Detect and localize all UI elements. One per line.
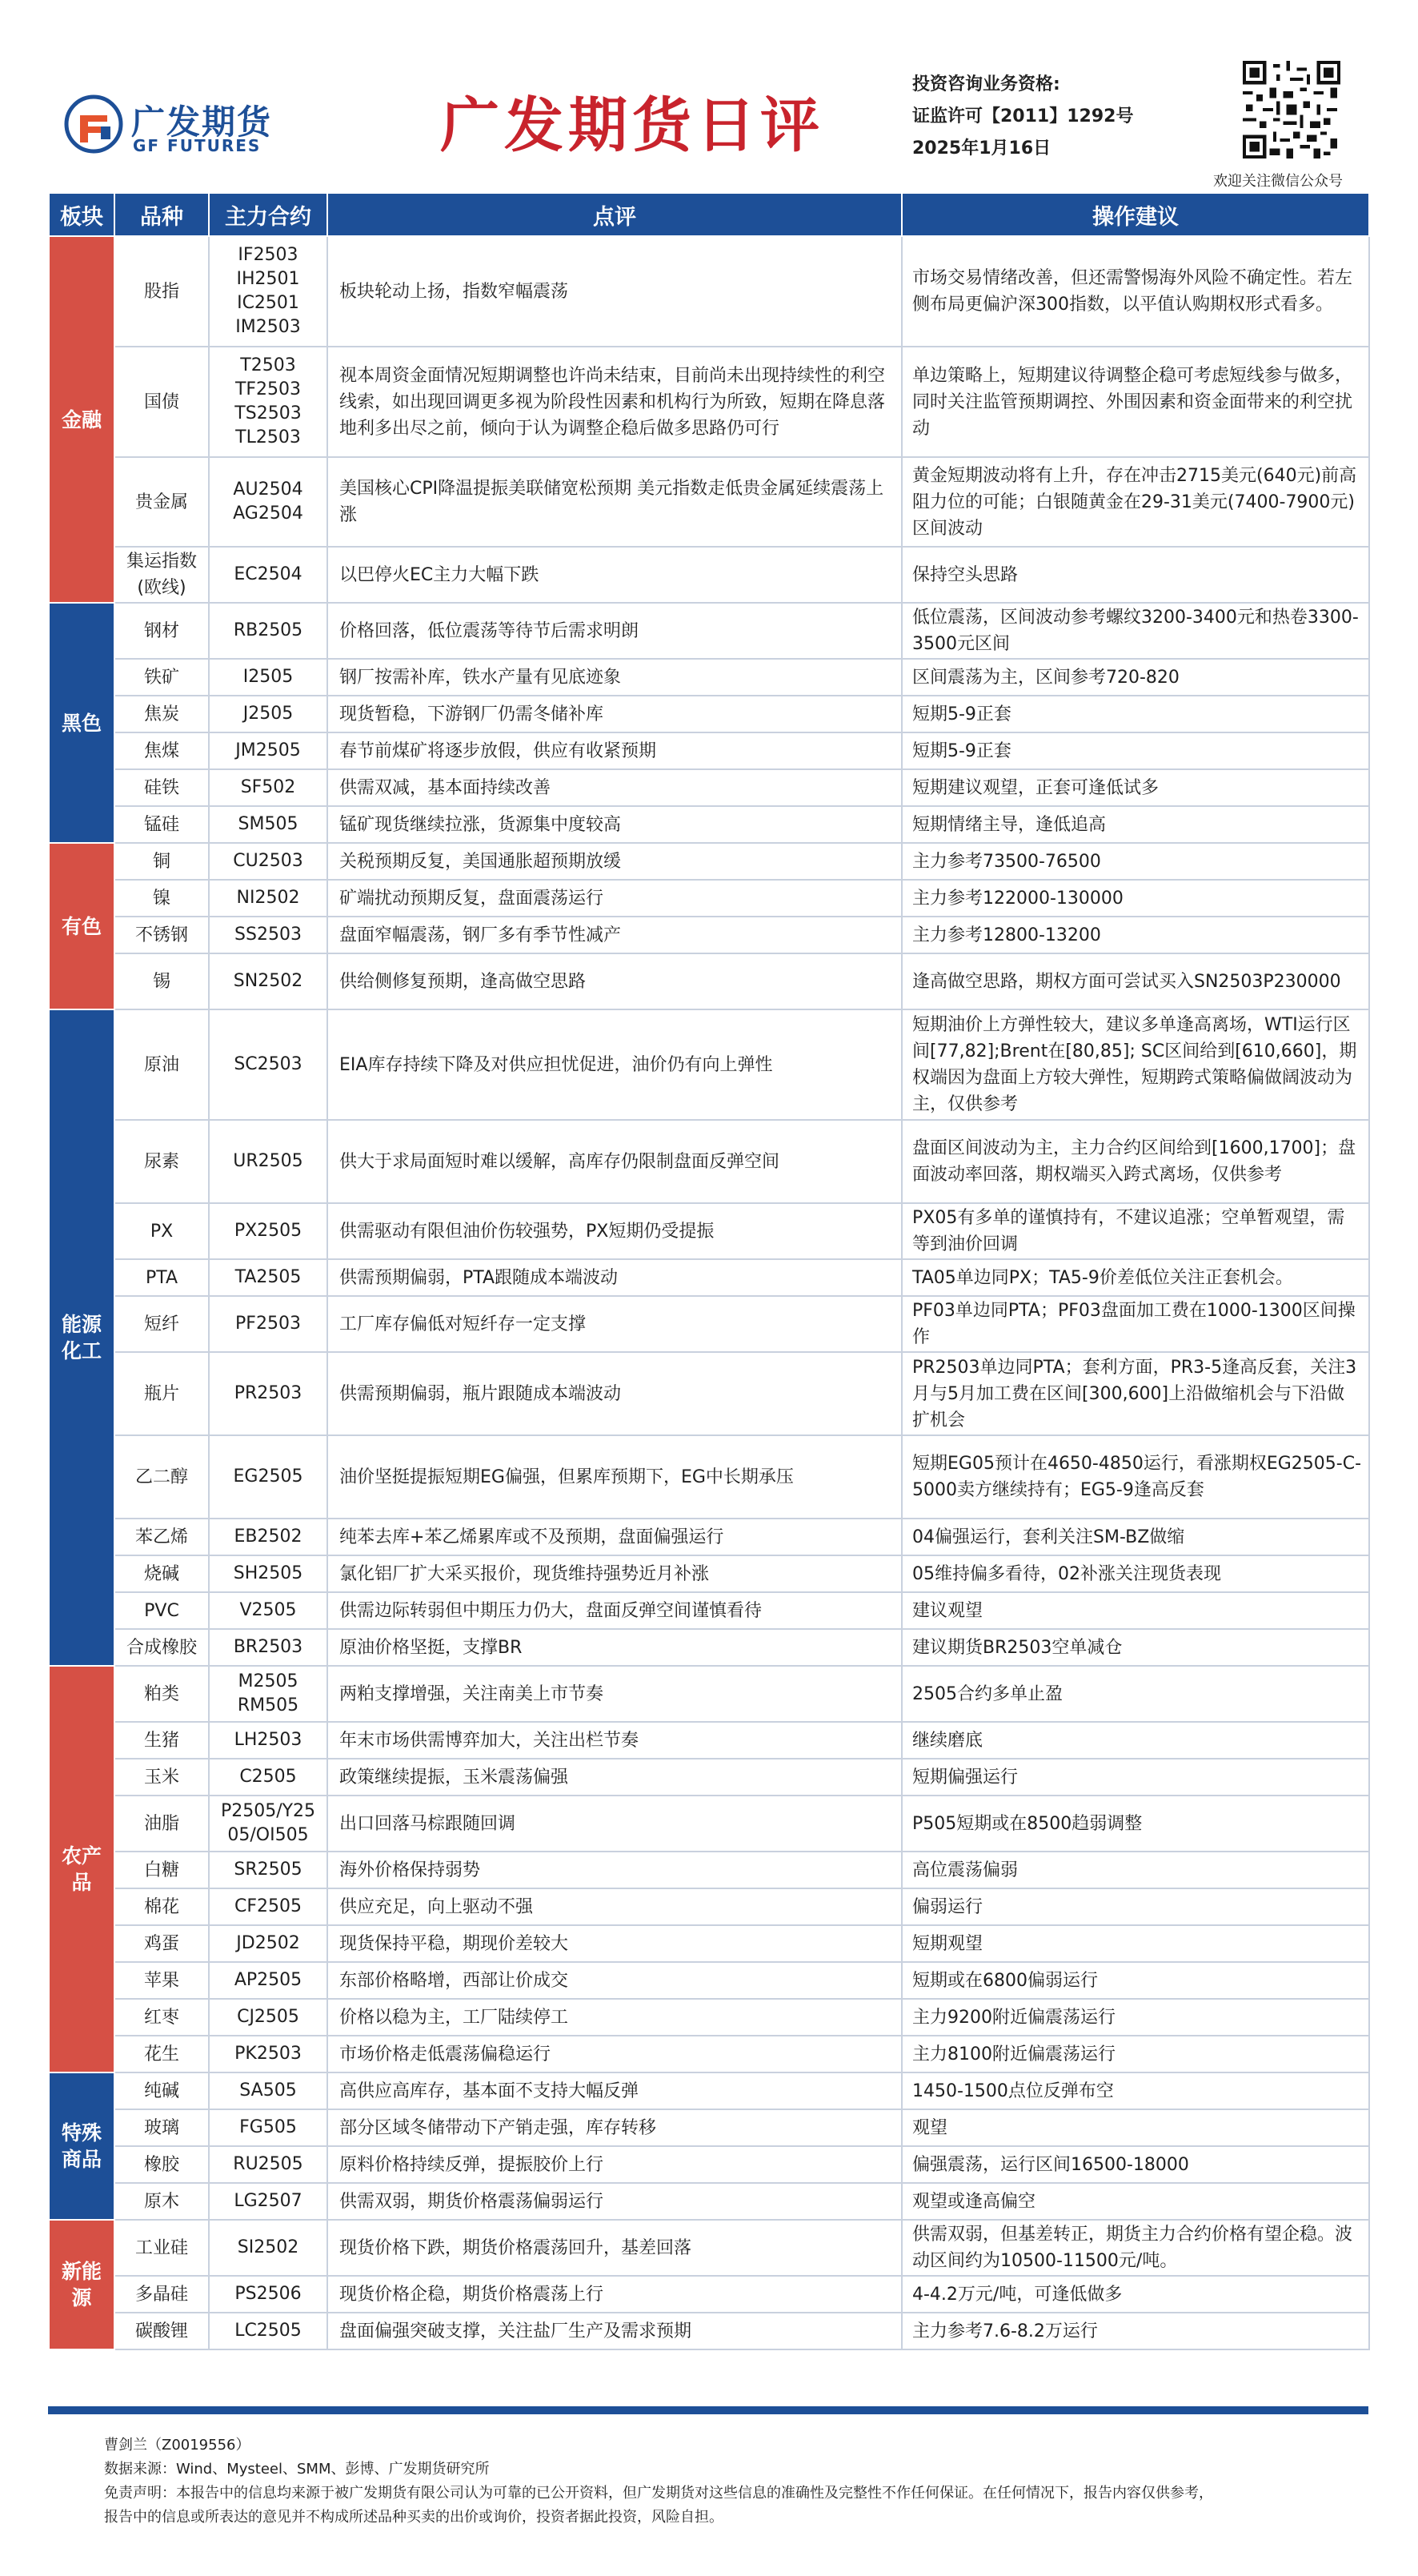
variety-cell: 苹果 (114, 1962, 209, 1999)
advice-cell: 建议观望 (902, 1592, 1369, 1629)
comment-cell: 原油价格坚挺，支撑BR (327, 1629, 902, 1666)
license-block (912, 69, 1133, 165)
comment-cell: 价格以稳为主，工厂陆续停工 (327, 1999, 902, 2036)
variety-cell: 鸡蛋 (114, 1925, 209, 1962)
comment-cell: EIA库存持续下降及对供应担忧促进，油价仍有向上弹性 (327, 1009, 902, 1120)
table-row (49, 1259, 1369, 1296)
advice-cell: 主力8100附近偏震荡运行 (902, 2036, 1369, 2072)
advice-cell: 供需双弱，但基差转正，期货主力合约价格有望企稳。波动区间约为10500-11500元/吨。 (902, 2220, 1369, 2276)
table-bottom-bar (48, 2406, 1368, 2414)
contract-cell: P2505/Y25 05/OI505 (209, 1796, 327, 1852)
table-row (49, 2313, 1369, 2349)
sector-cell: 能源 化工 (49, 1009, 114, 1666)
license-number: 证监许可【2011】1292号 (912, 106, 1134, 126)
disclaimer-line-2: 报告中的信息或所表达的意见并不构成所述品种买卖的出价或询价，投资者据此投资，风险自担。 (104, 2509, 723, 2526)
column-header-sector: 板块 (49, 193, 114, 236)
variety-cell: 原油 (114, 1009, 209, 1120)
table-row (49, 236, 1369, 347)
table-row (49, 1352, 1369, 1435)
variety-cell: 瓶片 (114, 1352, 209, 1435)
contract-cell: V2505 (209, 1592, 327, 1629)
variety-cell: 多晶硅 (114, 2276, 209, 2313)
comment-cell: 供需双减，基本面持续改善 (327, 769, 902, 806)
advice-cell: 单边策略上，短期建议待调整企稳可考虑短线参与做多，同时关注监管预期调控、外围因素和资金面带来的利空扰动 (902, 347, 1369, 457)
variety-cell: 油脂 (114, 1796, 209, 1852)
gf-futures-logo (64, 90, 272, 162)
comment-cell: 供需双弱，期货价格震荡偏弱运行 (327, 2183, 902, 2220)
advice-cell: 04偏强运行，套利关注SM-BZ做缩 (902, 1519, 1369, 1555)
advice-cell: 市场交易情绪改善，但还需警惕海外风险不确定性。若左侧布局更偏沪深300指数，以平值认购期权形式看多。 (902, 236, 1369, 347)
contract-cell: FG505 (209, 2109, 327, 2146)
comment-cell: 现货保持平稳，期现价差较大 (327, 1925, 902, 1962)
comment-cell: 关税预期反复，美国通胀超预期放缓 (327, 843, 902, 880)
comment-cell: 供需预期偏弱，瓶片跟随成本端波动 (327, 1352, 902, 1435)
advice-cell: 黄金短期波动将有上升，存在冲击2715美元(640元)前高阻力位的可能；白银随黄金在29-31美元(7400-7900元)区间波动 (902, 457, 1369, 547)
contract-cell: M2505 RM505 (209, 1666, 327, 1722)
variety-cell: PVC (114, 1592, 209, 1629)
table-row (49, 917, 1369, 953)
advice-cell: 短期油价上方弹性较大，建议多单逢高离场，WTI运行区间[77,82];Brent在[80,85]; SC区间给到[610,660]，期权端因为盘面上方较大弹性，短期跨式策略偏做阔波动为主，仅供参考 (902, 1009, 1369, 1120)
comment-cell: 氯化铝厂扩大采买报价，现货维持强势近月补涨 (327, 1555, 902, 1592)
comment-cell: 春节前煤矿将逐步放假，供应有收紧预期 (327, 732, 902, 769)
contract-cell: EC2504 (209, 547, 327, 603)
variety-cell: PX (114, 1203, 209, 1259)
advice-cell: 4-4.2万元/吨，可逢低做多 (902, 2276, 1369, 2313)
contract-cell: PX2505 (209, 1203, 327, 1259)
comment-cell: 锰矿现货继续拉涨，货源集中度较高 (327, 806, 902, 843)
contract-cell: LG2507 (209, 2183, 327, 2220)
variety-cell: 硅铁 (114, 769, 209, 806)
qr-caption: 欢迎关注微信公众号 (1213, 173, 1343, 190)
column-header-comment: 点评 (327, 193, 902, 236)
table-row (49, 2183, 1369, 2220)
variety-cell: 集运指数 (欧线) (114, 547, 209, 603)
table-row (49, 1120, 1369, 1203)
contract-cell: J2505 (209, 696, 327, 732)
comment-cell: 出口回落马棕跟随回调 (327, 1796, 902, 1852)
contract-cell: RU2505 (209, 2146, 327, 2183)
sector-cell: 黑色 (49, 603, 114, 843)
advice-cell: 主力参考12800-13200 (902, 917, 1369, 953)
comment-cell: 海外价格保持弱势 (327, 1852, 902, 1888)
contract-cell: LC2505 (209, 2313, 327, 2349)
table-row (49, 732, 1369, 769)
variety-cell: 锰硅 (114, 806, 209, 843)
variety-cell: 股指 (114, 236, 209, 347)
comment-cell: 年末市场供需博弈加大，关注出栏节奏 (327, 1722, 902, 1759)
contract-cell: UR2505 (209, 1120, 327, 1203)
comment-cell: 供需边际转弱但中期压力仍大，盘面反弹空间谨慎看待 (327, 1592, 902, 1629)
contract-cell: SI2502 (209, 2220, 327, 2276)
contract-cell: SA505 (209, 2072, 327, 2109)
variety-cell: 尿素 (114, 1120, 209, 1203)
comment-cell: 盘面窄幅震荡，钢厂多有季节性减产 (327, 917, 902, 953)
sector-cell: 金融 (49, 236, 114, 603)
comment-cell: 价格回落，低位震荡等待节后需求明朗 (327, 603, 902, 659)
contract-cell: AP2505 (209, 1962, 327, 1999)
data-sources: 数据来源：Wind、Mysteel、SMM、彭博、广发期货研究所 (104, 2461, 490, 2478)
contract-cell: AU2504 AG2504 (209, 457, 327, 547)
comment-cell: 钢厂按需补库，铁水产量有见底迹象 (327, 659, 902, 696)
contract-cell: JM2505 (209, 732, 327, 769)
contract-cell: SF502 (209, 769, 327, 806)
comment-cell: 纯苯去库+苯乙烯累库或不及预期，盘面偏强运行 (327, 1519, 902, 1555)
report-date: 2025年1月16日 (912, 138, 1051, 158)
report-footer (104, 2434, 1368, 2530)
column-header-advice: 操作建议 (902, 193, 1369, 236)
sector-cell: 新能源 (49, 2220, 114, 2349)
contract-cell: RB2505 (209, 603, 327, 659)
comment-cell: 板块轮动上扬，指数窄幅震荡 (327, 236, 902, 347)
table-row (49, 1592, 1369, 1629)
advice-cell: 2505合约多单止盈 (902, 1666, 1369, 1722)
table-row (49, 953, 1369, 1009)
table-row (49, 2036, 1369, 2072)
table-row (49, 696, 1369, 732)
advice-cell: 主力参考7.6-8.2万运行 (902, 2313, 1369, 2349)
variety-cell: 烧碱 (114, 1555, 209, 1592)
comment-cell: 供给侧修复预期，逢高做空思路 (327, 953, 902, 1009)
variety-cell: 短纤 (114, 1296, 209, 1352)
table-row (49, 2146, 1369, 2183)
table-row (49, 1203, 1369, 1259)
contract-cell: SS2503 (209, 917, 327, 953)
advice-cell: TA05单边同PX；TA5-9价差低位关注正套机会。 (902, 1259, 1369, 1296)
contract-cell: SM505 (209, 806, 327, 843)
advice-cell: PR2503单边同PTA；套利方面，PR3-5逢高反套，关注3月与5月加工费在区间[300,600]上沿做缩机会与下沿做扩机会 (902, 1352, 1369, 1435)
advice-cell: 短期建议观望，正套可逢低试多 (902, 769, 1369, 806)
variety-cell: 玉米 (114, 1759, 209, 1796)
sector-cell: 特殊 商品 (49, 2072, 114, 2220)
variety-cell: 钢材 (114, 603, 209, 659)
table-row (49, 1435, 1369, 1519)
table-row (49, 1962, 1369, 1999)
variety-cell: 贵金属 (114, 457, 209, 547)
advice-cell: 区间震荡为主，区间参考720-820 (902, 659, 1369, 696)
table-row (49, 2072, 1369, 2109)
brand-name-en: GF FUTURES (133, 136, 262, 155)
advice-cell: 主力参考73500-76500 (902, 843, 1369, 880)
variety-cell: 锡 (114, 953, 209, 1009)
variety-cell: 碳酸锂 (114, 2313, 209, 2349)
comment-cell: 两粕支撑增强，关注南美上市节奏 (327, 1666, 902, 1722)
contract-cell: SN2502 (209, 953, 327, 1009)
variety-cell: 镍 (114, 880, 209, 917)
report-title: 广发期货日评 (440, 91, 824, 160)
variety-cell: 粕类 (114, 1666, 209, 1722)
comment-cell: 东部价格略增，西部让价成交 (327, 1962, 902, 1999)
advice-cell: 短期或在6800偏弱运行 (902, 1962, 1369, 1999)
variety-cell: 不锈钢 (114, 917, 209, 953)
table-body (49, 236, 1369, 2349)
comment-cell: 油价坚挺提振短期EG偏强，但累库预期下，EG中长期承压 (327, 1435, 902, 1519)
advice-cell: P505短期或在8500趋弱调整 (902, 1796, 1369, 1852)
table-row (49, 2220, 1369, 2276)
comment-cell: 矿端扰动预期反复，盘面震荡运行 (327, 880, 902, 917)
table-header-row (49, 193, 1369, 236)
contract-cell: BR2503 (209, 1629, 327, 1666)
variety-cell: 焦煤 (114, 732, 209, 769)
table-row (49, 347, 1369, 457)
variety-cell: 原木 (114, 2183, 209, 2220)
contract-cell: CU2503 (209, 843, 327, 880)
variety-cell: 橡胶 (114, 2146, 209, 2183)
advice-cell: 05维持偏多看待，02补涨关注现货表现 (902, 1555, 1369, 1592)
contract-cell: EB2502 (209, 1519, 327, 1555)
contract-cell: TA2505 (209, 1259, 327, 1296)
contract-cell: CJ2505 (209, 1999, 327, 2036)
comment-cell: 供需驱动有限但油价伤较强势，PX短期仍受提振 (327, 1203, 902, 1259)
table-row (49, 1722, 1369, 1759)
contract-cell: LH2503 (209, 1722, 327, 1759)
advice-cell: 建议期货BR2503空单减仓 (902, 1629, 1369, 1666)
variety-cell: 合成橡胶 (114, 1629, 209, 1666)
contract-cell: PK2503 (209, 2036, 327, 2072)
contract-cell: I2505 (209, 659, 327, 696)
table-row (49, 843, 1369, 880)
contract-cell: CF2505 (209, 1888, 327, 1925)
comment-cell: 工厂库存偏低对短纤存一定支撑 (327, 1296, 902, 1352)
variety-cell: 花生 (114, 2036, 209, 2072)
variety-cell: 白糖 (114, 1852, 209, 1888)
advice-cell: 短期偏强运行 (902, 1759, 1369, 1796)
table-row (49, 1296, 1369, 1352)
variety-cell: 国债 (114, 347, 209, 457)
sector-cell: 有色 (49, 843, 114, 1009)
advice-cell: 观望 (902, 2109, 1369, 2146)
advice-cell: 继续磨底 (902, 1722, 1369, 1759)
advice-cell: 1450-1500点位反弹布空 (902, 2072, 1369, 2109)
comment-cell: 政策继续提振，玉米震荡偏强 (327, 1759, 902, 1796)
advice-cell: 短期EG05预计在4650-4850运行，看涨期权EG2505-C-5000卖方继续持有；EG5-9逢高反套 (902, 1435, 1369, 1519)
disclaimer-line-1: 免责声明：本报告中的信息均来源于被广发期货有限公司认为可靠的已公开资料，但广发期货对这些信息的准确性及完整性不作任何保证。在任何情况下，报告内容仅供参考， (104, 2485, 1213, 2502)
table-row (49, 1796, 1369, 1852)
table-row (49, 603, 1369, 659)
table-row (49, 2276, 1369, 2313)
comment-cell: 现货价格下跌，期货价格震荡回升，基差回落 (327, 2220, 902, 2276)
table-row (49, 1925, 1369, 1962)
advice-cell: PF03单边同PTA；PF03盘面加工费在1000-1300区间操作 (902, 1296, 1369, 1352)
contract-cell: PR2503 (209, 1352, 327, 1435)
contract-cell: SH2505 (209, 1555, 327, 1592)
comment-cell: 高供应高库存，基本面不支持大幅反弹 (327, 2072, 902, 2109)
variety-cell: 工业硅 (114, 2220, 209, 2276)
comment-cell: 盘面偏强突破支撑，关注盐厂生产及需求预期 (327, 2313, 902, 2349)
report-header (0, 0, 1418, 190)
column-header-variety: 品种 (114, 193, 209, 236)
comment-cell: 现货暂稳，下游钢厂仍需冬储补库 (327, 696, 902, 732)
variety-cell: 玻璃 (114, 2109, 209, 2146)
contract-cell: C2505 (209, 1759, 327, 1796)
contract-cell: SR2505 (209, 1852, 327, 1888)
column-header-contract: 主力合约 (209, 193, 327, 236)
variety-cell: PTA (114, 1259, 209, 1296)
advice-cell: 盘面区间波动为主，主力合约区间给到[1600,1700]；盘面波动率回落，期权端买入跨式离场，仅供参考 (902, 1120, 1369, 1203)
brand-name-cn: 广发期货 (131, 102, 273, 142)
variety-cell: 焦炭 (114, 696, 209, 732)
advice-cell: PX05有多单的谨慎持有，不建议追涨；空单暂观望，需等到油价回调 (902, 1203, 1369, 1259)
comment-cell: 现货价格企稳，期货价格震荡上行 (327, 2276, 902, 2313)
advice-cell: 保持空头思路 (902, 547, 1369, 603)
advice-cell: 主力9200附近偏震荡运行 (902, 1999, 1369, 2036)
analyst-line: 曹剑兰（Z0019556） (104, 2437, 250, 2454)
variety-cell: 生猪 (114, 1722, 209, 1759)
gf-logo-icon (64, 94, 123, 154)
comment-cell: 供大于求局面短时难以缓解，高库存仍限制盘面反弹空间 (327, 1120, 902, 1203)
table-row (49, 1666, 1369, 1722)
table-row (49, 1519, 1369, 1555)
comment-cell: 美国核心CPI降温提振美联储宽松预期 美元指数走低贵金属延续震荡上涨 (327, 457, 902, 547)
qr-code-icon[interactable] (1243, 61, 1340, 158)
table-row (49, 1629, 1369, 1666)
advice-cell: 观望或逢高偏空 (902, 2183, 1369, 2220)
table-row (49, 769, 1369, 806)
contract-cell: JD2502 (209, 1925, 327, 1962)
comment-cell: 以巴停火EC主力大幅下跌 (327, 547, 902, 603)
advice-cell: 短期情绪主导，逢低追高 (902, 806, 1369, 843)
comment-cell: 视本周资金面情况短期调整也许尚未结束，目前尚未出现持续性的利空线索，如出现回调更多视为阶段性因素和机构行为所致，短期在降息落地利多出尽之前，倾向于认为调整企稳后做多思路仍可行 (327, 347, 902, 457)
variety-cell: 苯乙烯 (114, 1519, 209, 1555)
advice-cell: 低位震荡，区间波动参考螺纹3200-3400元和热卷3300-3500元区间 (902, 603, 1369, 659)
contract-cell: EG2505 (209, 1435, 327, 1519)
table-row (49, 457, 1369, 547)
comment-cell: 市场价格走低震荡偏稳运行 (327, 2036, 902, 2072)
contract-cell: SC2503 (209, 1009, 327, 1120)
table-row (49, 547, 1369, 603)
variety-cell: 棉花 (114, 1888, 209, 1925)
advice-cell: 偏弱运行 (902, 1888, 1369, 1925)
table-row (49, 1888, 1369, 1925)
comment-cell: 供应充足，向上驱动不强 (327, 1888, 902, 1925)
table-row (49, 1852, 1369, 1888)
table-row (49, 659, 1369, 696)
table-row (49, 1759, 1369, 1796)
table-row (49, 806, 1369, 843)
variety-cell: 铜 (114, 843, 209, 880)
advice-cell: 短期观望 (902, 1925, 1369, 1962)
table-row (49, 2109, 1369, 2146)
variety-cell: 乙二醇 (114, 1435, 209, 1519)
advice-cell: 短期5-9正套 (902, 732, 1369, 769)
advice-cell: 逢高做空思路，期权方面可尝试买入SN2503P230000 (902, 953, 1369, 1009)
advice-cell: 偏强震荡，运行区间16500-18000 (902, 2146, 1369, 2183)
table-row (49, 1999, 1369, 2036)
license-line: 投资咨询业务资格: (912, 74, 1060, 94)
table-row (49, 880, 1369, 917)
variety-cell: 纯碱 (114, 2072, 209, 2109)
comment-cell: 原料价格持续反弹，提振胶价上行 (327, 2146, 902, 2183)
table-row (49, 1555, 1369, 1592)
contract-cell: IF2503 IH2501 IC2501 IM2503 (209, 236, 327, 347)
variety-cell: 铁矿 (114, 659, 209, 696)
contract-cell: T2503 TF2503 TS2503 TL2503 (209, 347, 327, 457)
advice-cell: 短期5-9正套 (902, 696, 1369, 732)
contract-cell: PF2503 (209, 1296, 327, 1352)
advice-cell: 主力参考122000-130000 (902, 880, 1369, 917)
advice-cell: 高位震荡偏弱 (902, 1852, 1369, 1888)
comment-cell: 供需预期偏弱，PTA跟随成本端波动 (327, 1259, 902, 1296)
sector-cell: 农产品 (49, 1666, 114, 2072)
contract-cell: PS2506 (209, 2276, 327, 2313)
variety-cell: 红枣 (114, 1999, 209, 2036)
contract-cell: NI2502 (209, 880, 327, 917)
commodity-table (48, 192, 1370, 2350)
comment-cell: 部分区域冬储带动下产销走强，库存转移 (327, 2109, 902, 2146)
table-row (49, 1009, 1369, 1120)
